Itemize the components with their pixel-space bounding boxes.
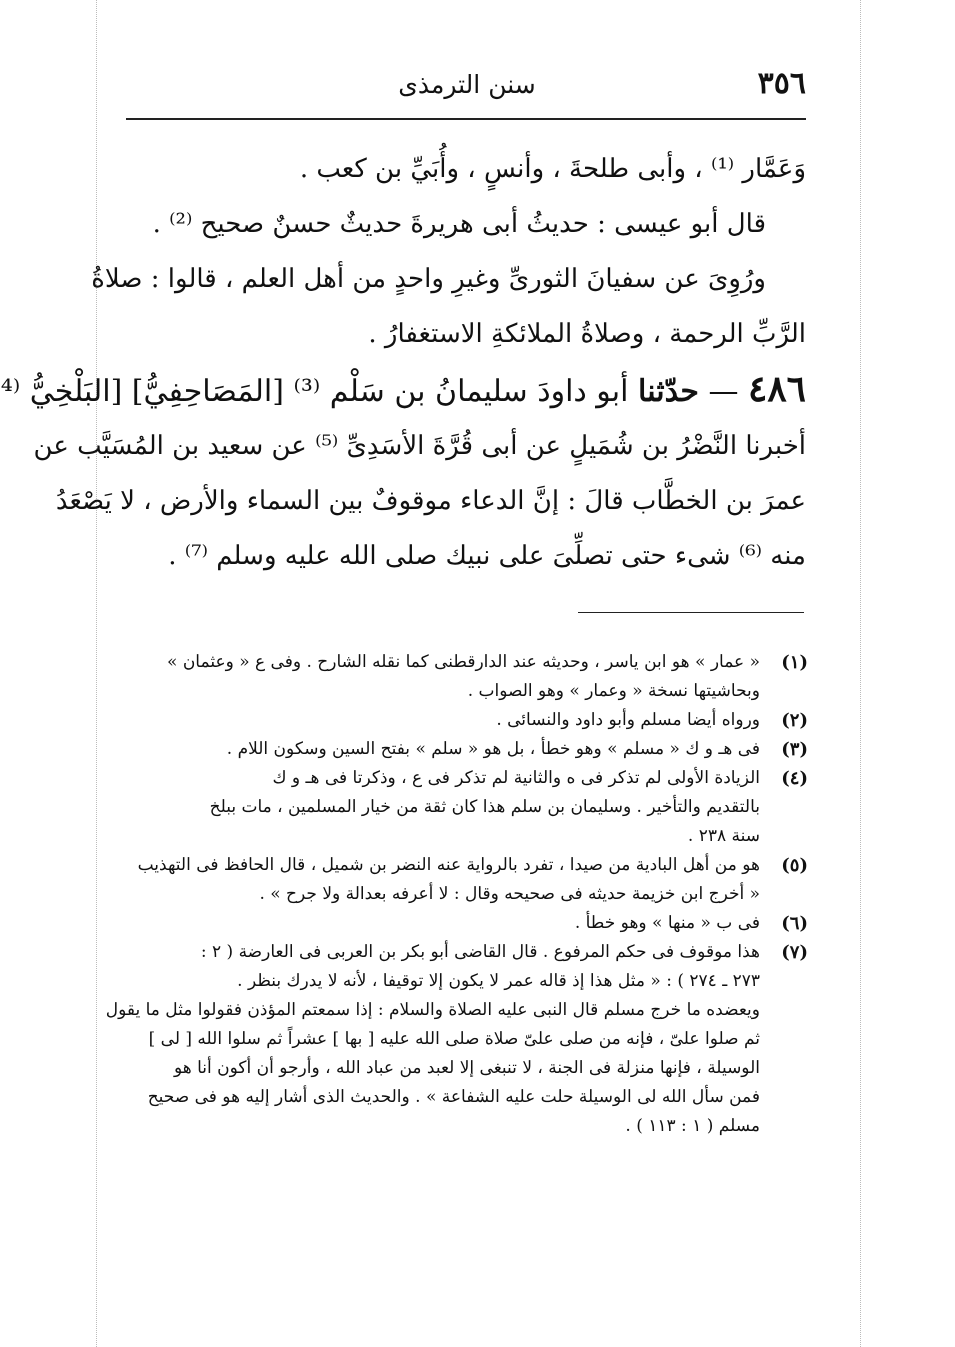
- footnote-3: [128, 735, 808, 764]
- footnote-7: [105, 938, 808, 1141]
- main-text: [0, 142, 806, 584]
- footnote-line: الوسيلة ، فإنها منزلة فى الجنة ، لا تنبغى إلا لعبد من عباد الله ، وأرجو أن أكون أنا هو: [173, 1058, 760, 1078]
- footnote-line: هذا موقوف فى حكم المرفوع . قال القاضى أبو بكر بن العربى فى العارضة ( ٢ :: [200, 942, 760, 962]
- left-margin-dots: [96, 0, 97, 1347]
- footnote-6: [128, 909, 808, 938]
- hadith-line: منه ⁽⁶⁾ شىء حتى تصلِّىَ على نبيك صلى الله عليه وسلم ⁽⁷⁾ .: [168, 541, 806, 571]
- page-number: ٣٥٦: [757, 66, 806, 101]
- right-margin-dots: [860, 0, 861, 1347]
- text-line: قال أبو عيسى : حديثُ أبى هريرةَ حديثٌ حسنٌ صحيح ⁽²⁾ .: [152, 209, 766, 239]
- footnotes: [105, 648, 808, 1141]
- text-line: ورُوِىَ عن سفيانَ الثورىِّ وغيرِ واحدٍ من أهل العلم ، قالوا : صلاةُ: [91, 264, 766, 294]
- footnote-line: سنة ٢٣٨ .: [687, 826, 760, 846]
- hadith-narrator: أبو داودَ سليمانُ بن سَلْم ⁽³⁾ [المَصَاحِفِيُّ] [البَلْخِيُّ ⁽⁴: [0, 374, 629, 409]
- footnote-line: ٢٧٣ ـ ٢٧٤ ) : « مثل هذا إذ قاله عمر لا يكون إلا توقيفا ، لأنه لا يدرك بنظر .: [237, 971, 760, 991]
- haddathana-word: حدّثنا: [638, 374, 699, 409]
- running-title: سنن الترمذى: [398, 70, 536, 99]
- footnote-line: وبحاشيتها نسخة « وعمار » وهو الصواب .: [467, 681, 760, 701]
- hadith-line: أخبرنا النَّضْرُ بن شُمَيلٍ عن أبى قُرَّةَ الأسَدِىِّ ⁽⁵⁾ عن سعيد بن المُسَيَّب عن: [33, 431, 806, 461]
- footnote-line: « عمار » هو ابن ياسر ، وحديثه عند الدارقطنى كما نقله الشارح . وفى ع « وعثمان »: [167, 652, 760, 672]
- footnote-number: (٧): [781, 942, 808, 963]
- footnote-line: ورواه أيضا مسلم وأبو داود والنسائى .: [496, 710, 760, 730]
- hadith-line: عمرَ بن الخطَّاب قالَ : إنَّ الدعاء موقوفٌ بين السماء والأرض ، لا يَصْعَدُ: [55, 486, 806, 516]
- footnote-line: فى هـ و ك « مسلم » وهو خطأ ، بل هو « سلم » بفتح السين وسكون اللام .: [226, 739, 760, 759]
- text-line: وَعَمَّار ⁽¹⁾ ، وأبى طلحةَ ، وأنسٍ ، وأُبَيِّ بن كعب .: [299, 154, 806, 184]
- footnote-line: « أخرج ابن خزيمة حديثه فى صحيحه وقال : لا أعرفه بعدالة ولا جرح » .: [259, 884, 760, 904]
- footnote-line: الزيادة الأولى لم تذكر فى ه والثانية لم تذكر فى ع ، وذكرتا فى هـ و ك: [272, 768, 760, 788]
- footnote-number: (٥): [781, 855, 808, 876]
- footnote-4: [128, 764, 808, 851]
- footnote-number: (٣): [781, 739, 808, 760]
- hadith-heading: [0, 362, 806, 419]
- footnote-2: [128, 706, 808, 735]
- hadith-number: ٤٨٦: [747, 368, 806, 410]
- footnote-number: (١): [781, 652, 808, 673]
- footnote-line: هو من أهل البادية من صيدا ، تفرد بالرواية عنه النضر بن شميل ، قال الحافظ فى التهذيب: [137, 855, 760, 875]
- footnote-rule: [578, 612, 804, 613]
- footnote-line: فمن سأل الله لى الوسيلة حلت عليه الشفاعة » . والحديث الذى أشار إليه هو فى صحيح: [147, 1087, 760, 1107]
- footnote-line: ويعضده ما خرج مسلم قال النبى عليه الصلاة والسلام : إذا سمعتم المؤذن فقولوا مثل ما يقول: [105, 1000, 760, 1020]
- footnote-5: [128, 851, 808, 909]
- footnote-line: مسلم ( ١ : ١١٣ ) .: [625, 1116, 760, 1136]
- footnote-number: (٦): [781, 913, 808, 934]
- hadith-dash: —: [708, 374, 739, 409]
- footnote-line: بالتقديم والتأخير . وسليمان بن سلم هذا كان ثقة من خيار المسلمين ، مات ببلخ: [209, 797, 760, 817]
- header-rule: [126, 118, 806, 120]
- page-header: [128, 66, 806, 110]
- footnote-line: فى ب « منها » وهو خطأ .: [574, 913, 760, 933]
- footnote-line: ثم صلوا علىّ ، فإنه من صلى علىّ صلاة صلى الله عليه [ بها ] عشراً ثم سلوا الله [ لى ]: [148, 1029, 760, 1049]
- footnote-number: (٢): [781, 710, 808, 731]
- footnote-number: (٤): [781, 768, 808, 789]
- footnote-1: [128, 648, 808, 706]
- text-line: الرَّبِّ الرحمة ، وصلاةُ الملائكةِ الاستغفارُ .: [368, 319, 806, 349]
